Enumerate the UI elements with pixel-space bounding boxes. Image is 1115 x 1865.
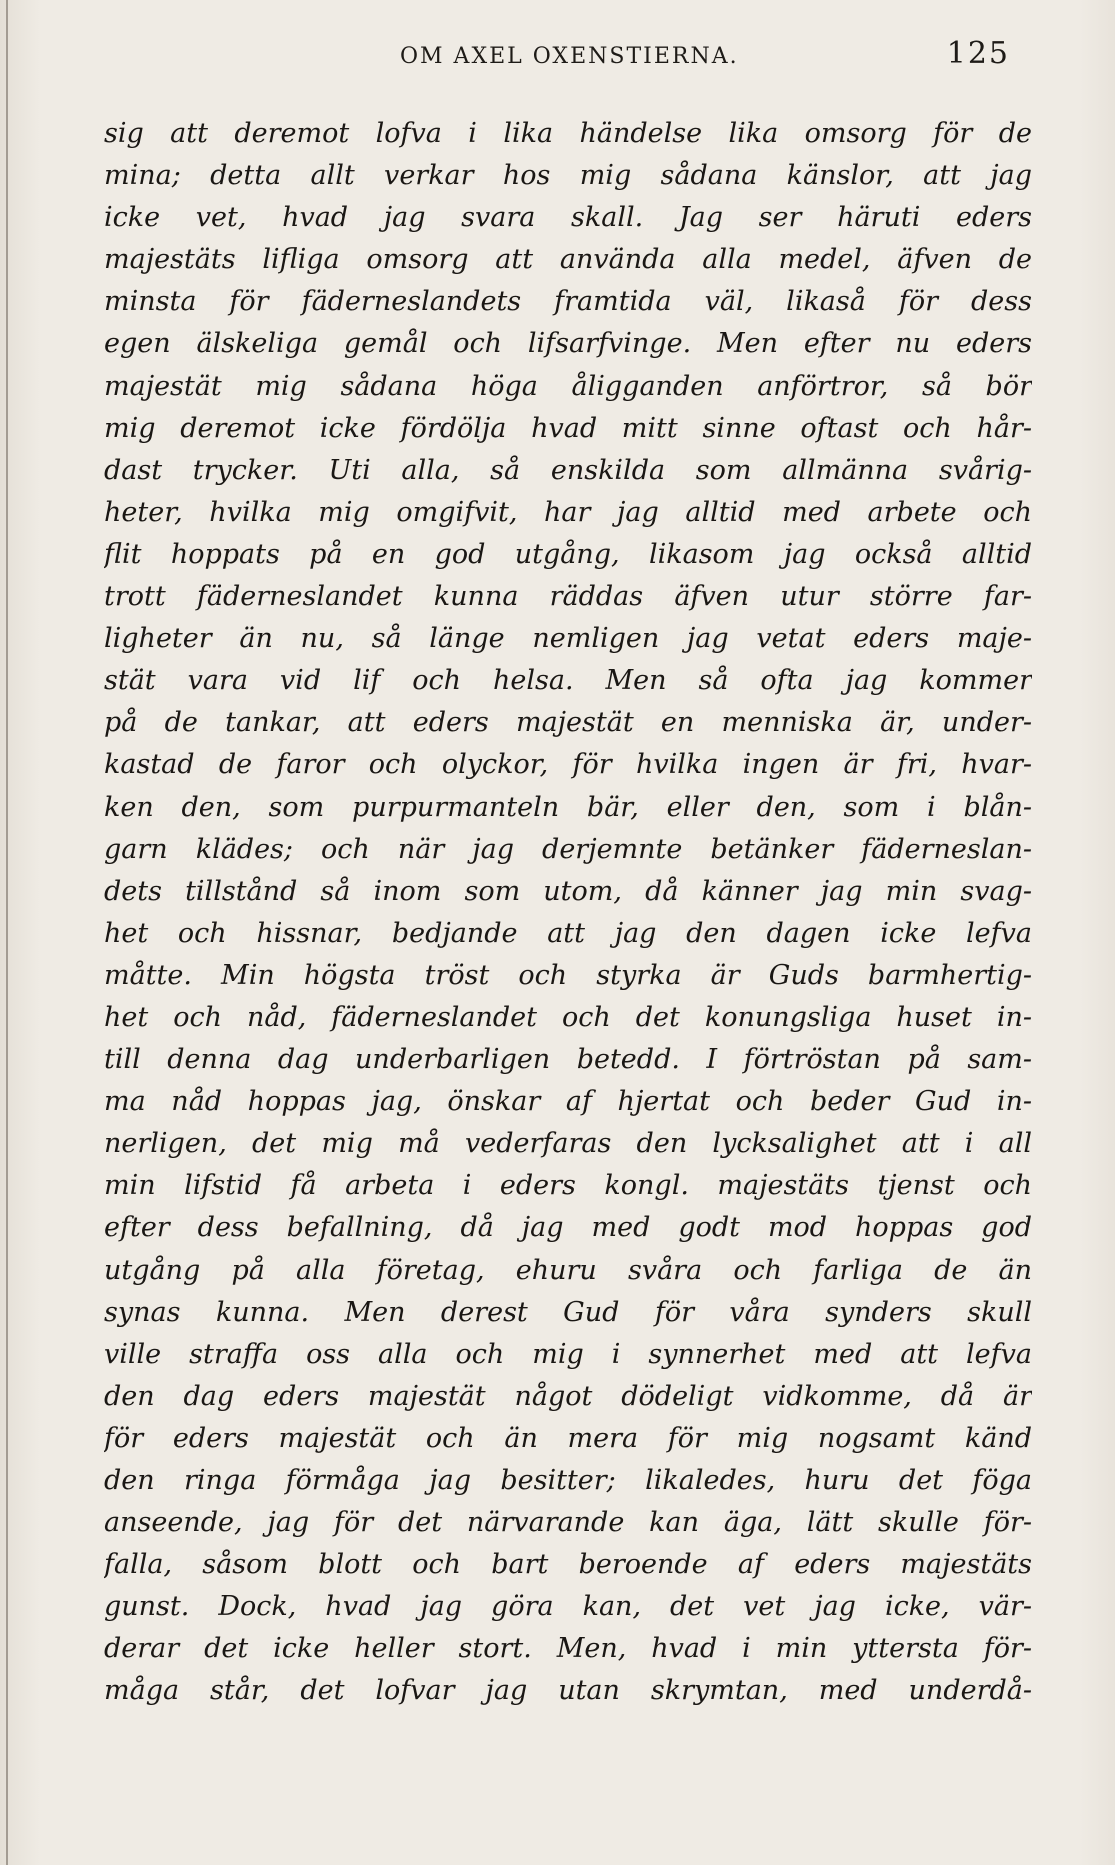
text-line: majestät mig sådana höga åligganden anförtror, så bör (104, 370, 1032, 402)
text-line: flit hoppats på en god utgång, likasom jag också alltid (104, 538, 1032, 570)
text-line: heter, hvilka mig omgifvit, har jag alltid med arbete och (104, 496, 1032, 528)
text-line: falla, såsom blott och bart beroende af eders majestäts (104, 1549, 1032, 1581)
text-line: gunst. Dock, hvad jag göra kan, det vet jag icke, vär- (104, 1591, 1032, 1623)
text-line: efter dess befallning, då jag med godt mod hoppas god (104, 1212, 1032, 1244)
text-line: måga står, det lofvar jag utan skrymtan, med underdå- (104, 1675, 1032, 1707)
text-line: het och nåd, fäderneslandet och det konungsliga huset in- (104, 1001, 1032, 1033)
text-line: till denna dag underbarligen betedd. I förtröstan på sam- (104, 1044, 1032, 1076)
page-binding-edge (6, 0, 8, 1865)
text-line: ligheter än nu, så länge nemligen jag vetat eders maje- (104, 623, 1032, 655)
text-line: trott fäderneslandet kunna räddas äfven utur större far- (104, 581, 1032, 613)
text-line: mina; detta allt verkar hos mig sådana känslor, att jag (104, 160, 1032, 192)
text-line: min lifstid få arbeta i eders kongl. majestäts tjenst och (104, 1170, 1032, 1202)
text-line: dets tillstånd så inom som utom, då känner jag min svag- (104, 875, 1032, 907)
body-text (104, 113, 1032, 1713)
running-title: OM AXEL OXENSTIERNA. (400, 44, 739, 69)
text-line: måtte. Min högsta tröst och styrka är Guds barmhertig- (104, 959, 1032, 991)
text-line: den ringa förmåga jag besitter; likaledes, huru det föga (104, 1465, 1032, 1496)
text-line: het och hissnar, bedjande att jag den dagen icke lefva (104, 917, 1032, 949)
text-line: icke vet, hvad jag svara skall. Jag ser häruti eders (104, 202, 1032, 234)
text-line: den dag eders majestät något dödeligt vidkomme, då är (104, 1380, 1032, 1412)
text-line: ma nåd hoppas jag, önskar af hjertat och beder Gud in- (104, 1086, 1032, 1118)
text-line: stät vara vid lif och helsa. Men så ofta jag kommer (104, 665, 1032, 697)
text-line: utgång på alla företag, ehuru svåra och farliga de än (104, 1254, 1032, 1286)
text-line: garn klädes; och när jag derjemnte betänker fäderneslan- (104, 833, 1032, 865)
text-line: sig att deremot lofva i lika händelse lika omsorg för de (104, 118, 1032, 149)
text-line: på de tankar, att eders majestät en menniska är, under- (104, 707, 1032, 739)
text-line: majestäts lifliga omsorg att använda alla medel, äfven de (104, 244, 1032, 276)
text-line: nerligen, det mig må vederfaras den lycksalighet att i all (104, 1128, 1032, 1160)
text-line: för eders majestät och än mera för mig nogsamt känd (104, 1422, 1032, 1454)
text-line: anseende, jag för det närvarande kan äga, lätt skulle för- (104, 1507, 1032, 1539)
text-line: ville straffa oss alla och mig i synnerhet med att lefva (104, 1338, 1032, 1370)
text-line: egen älskeliga gemål och lifsarfvinge. Men efter nu eders (104, 328, 1032, 360)
text-line: dast trycker. Uti alla, så enskilda som allmänna svårig- (104, 454, 1032, 486)
page-number: 125 (946, 36, 1010, 71)
text-line: minsta för fäderneslandets framtida väl, likaså för dess (104, 286, 1032, 318)
text-line: kastad de faror och olyckor, för hvilka ingen är fri, hvar- (104, 749, 1032, 781)
text-line: synas kunna. Men derest Gud för våra synders skull (104, 1296, 1032, 1328)
text-line: derar det icke heller stort. Men, hvad i min yttersta för- (104, 1633, 1032, 1665)
text-line: ken den, som purpurmanteln bär, eller den, som i blån- (104, 791, 1032, 823)
page-header (100, 36, 1030, 86)
text-line: mig deremot icke fördölja hvad mitt sinne oftast och hår- (104, 412, 1032, 444)
